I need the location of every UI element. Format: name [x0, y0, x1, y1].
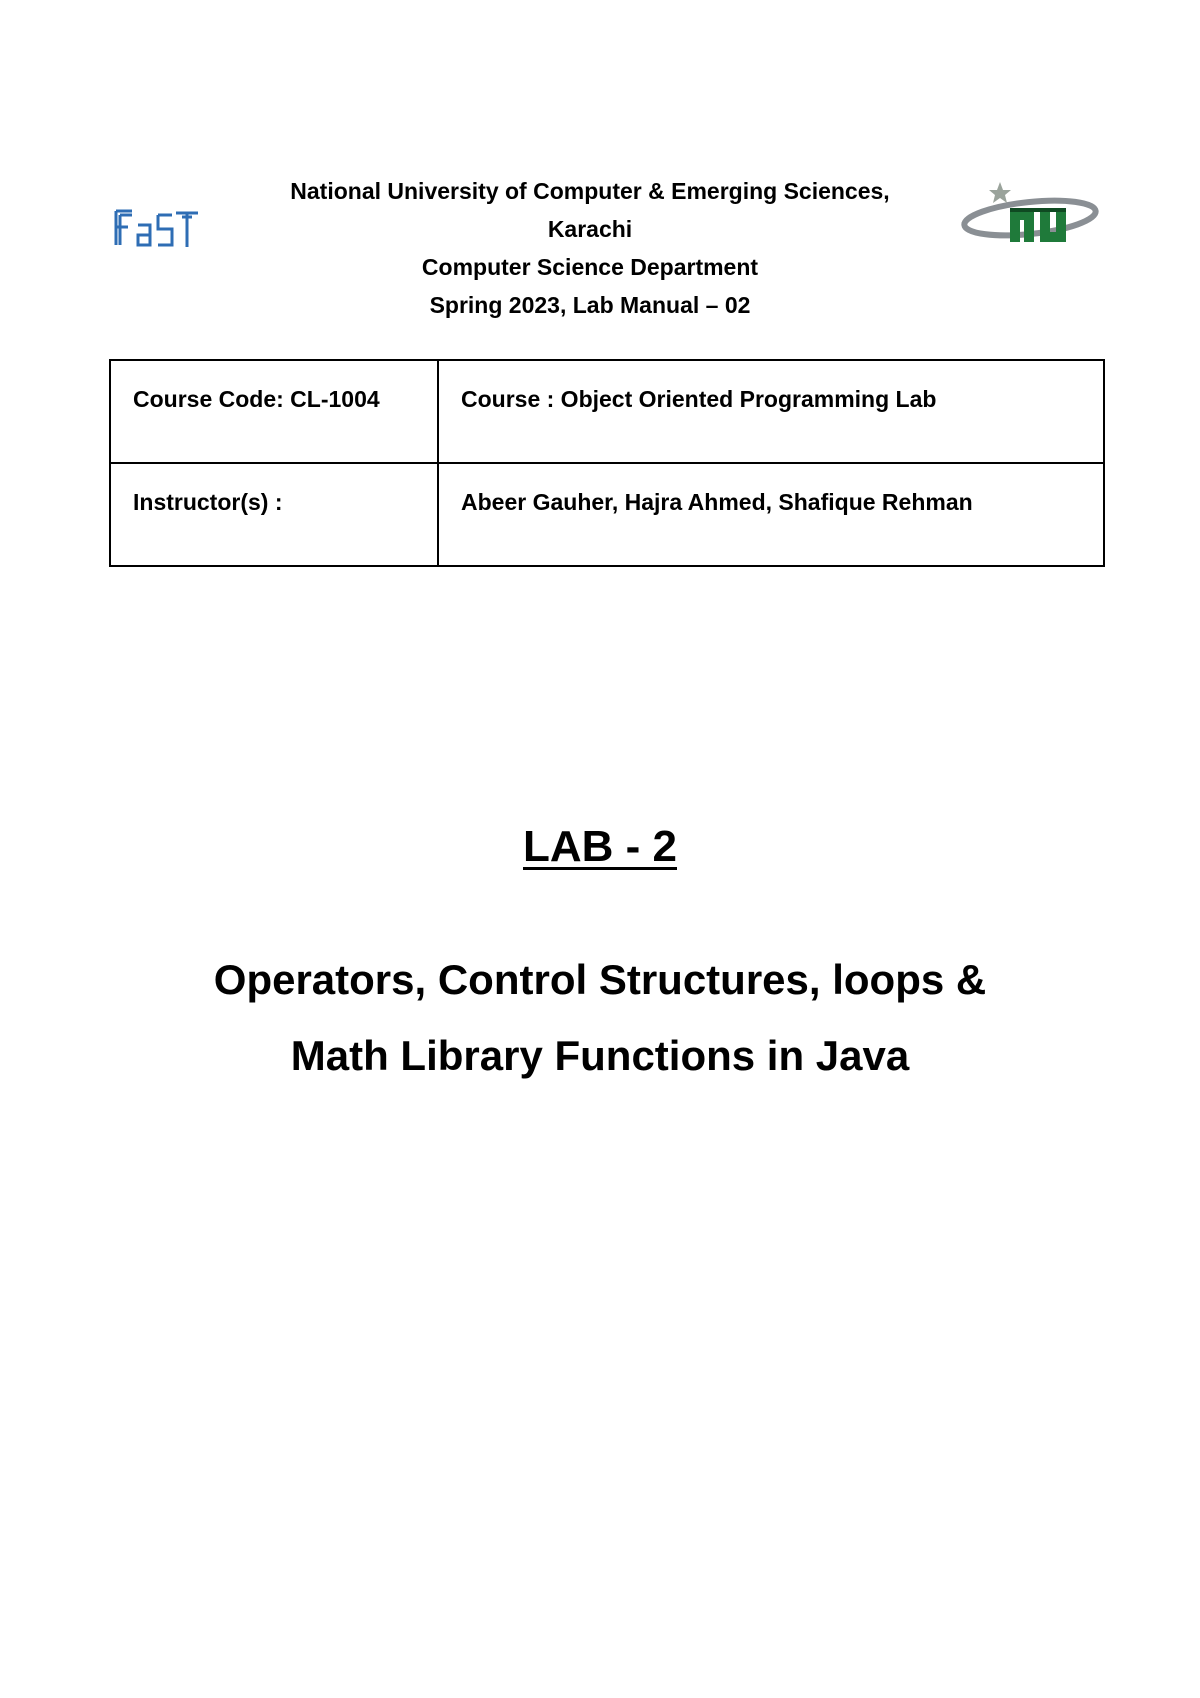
lab-subtitle: [100, 942, 1100, 1094]
lab-subtitle-line-1: Operators, Control Structures, loops &: [213, 956, 987, 1003]
table-row: [110, 360, 1104, 463]
table-row: [110, 463, 1104, 566]
instructor-names-cell: Abeer Gauher, Hajra Ahmed, Shafique Rehman: [438, 463, 1104, 566]
document-header: [210, 172, 970, 324]
nu-logo-icon: [960, 180, 1102, 254]
course-info-table: [109, 359, 1105, 567]
course-code-cell: Course Code: CL-1004: [110, 360, 438, 463]
university-name: National University of Computer & Emerging Sciences,: [290, 178, 890, 204]
fast-logo-icon: [112, 205, 200, 253]
university-city: Karachi: [547, 216, 633, 242]
lab-title: LAB - 2: [523, 822, 677, 871]
course-name-cell: Course : Object Oriented Programming Lab: [438, 360, 1104, 463]
lab-subtitle-line-2: Math Library Functions in Java: [290, 1032, 910, 1079]
instructor-label-cell: Instructor(s) :: [110, 463, 438, 566]
department-name: Computer Science Department: [421, 254, 759, 280]
term-label: Spring 2023, Lab Manual – 02: [429, 292, 751, 318]
